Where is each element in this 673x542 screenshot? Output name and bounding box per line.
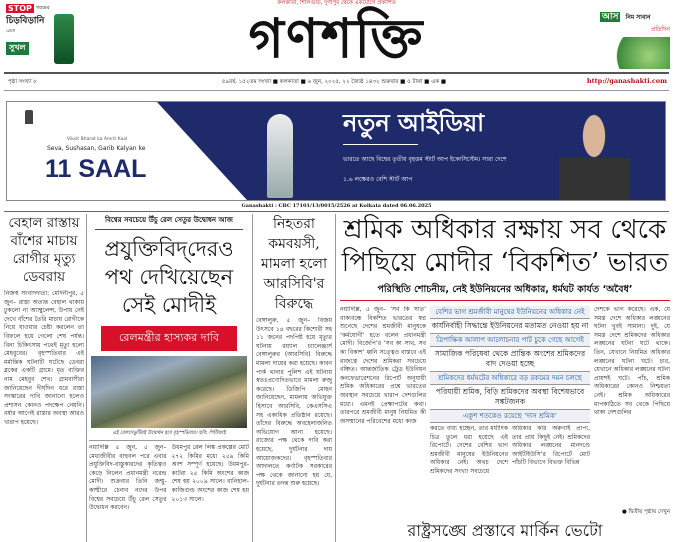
pull-quote-list	[430, 306, 590, 423]
highlight-box: বেশির ভাগ শ্রমজীবী মানুষের ইউনিয়নের অধিকার নেই	[430, 306, 590, 319]
ad-caption: Ganashakti : CBC 17101/13/0015/2526 at Kolkata dated 06.06.2025	[241, 203, 432, 209]
story-body: করতে বাধ্য হচ্ছেন, তার মর্যাদিক চিত্র তুলে ধরা হয়েছে এই রিপোর্টে। দেশের বেশির ভাগ শ্রমজীবী মানুষের ইউনিয়নের অধিকার নেই। অথচ দেশে শ্রমিকদের সংখ্যা সবচেয়ে	[430, 425, 508, 475]
story-col3	[256, 214, 332, 542]
strap: রেলমন্ত্রীর হাস্যকর দাবি	[101, 326, 237, 351]
photo-caption: এই রেলসেতুটিরই উদ্বোধন হবে বৃহস্পতিবার। ছবি: পিটিআই	[89, 430, 249, 441]
highlight-box: ত্রিপাক্ষিক আলাপ আলোচনার পাট চুকে গেছে আগেই	[430, 334, 590, 347]
ad-text: রোধে	[6, 28, 15, 33]
pull-quote: কার্যনির্বাহী সিদ্ধান্তে ইউনিয়নের মতামত নেওয়া হয় না	[430, 319, 590, 334]
column-rule	[335, 214, 336, 542]
ad-text: Seva, Sushasan, Garib Kalyan ke	[47, 145, 146, 152]
ad-divider	[343, 144, 418, 145]
tagline: কলকাতা, শিলিগুড়ি, দুর্গাপুর থেকে একযোগে প্রকাশিত	[277, 0, 396, 6]
ad-text: গরমের	[35, 4, 50, 11]
news-photo	[91, 356, 247, 428]
story-body: নয়াদিল্লি, ৫ জুন– ‘সব কি সাত’ বাক্যবন্ধে বিকশিত ভারতের স্বপ্ন শুনেছে দেশের শ্রমজীবী মানুষকে ‘কর্মযোগী’ হতে বলেন প্রধানমন্ত্রী মোদী। বিজেপি’র ‘সব কা সাথ, সব কা বিকাশ’ ধ্বনি সত্ত্বেও বাস্তবে এই রাজত্বে দেশের শ্রমিকরা সবচেয়ে বঞ্চিত। আন্তর্জাতিক ট্রেড ইউনিয়ন কনফেডারেশনের রিপোর্ট অনুযায়ী শ্রমিক অধিকারের প্রশ্নে ভারতের অবস্থান সবচেয়ে খারাপ দেশগুলির মধ্যে। এমনই প্রেক্ষাপটের কথা। তারপরে শ্রমজীবী মানুষ নিয়মিত কী অসম্মানের পরিবেশের মধ্যে কাজ	[340, 306, 426, 425]
page-count: পৃষ্ঠা সংখ্যা ৮	[8, 79, 37, 85]
ad-text: ভারতে আছে বিশ্বের তৃতীয় বৃহত্তম স্টার্ট আপ ইকোসিস্টেম। সারা দেশে	[343, 156, 507, 163]
story-body: দেশকে ভাগ করেছে। এক, যে সমস্ত দেশে অধিকার লঙ্ঘনের ঘটনা খুবই সামান্য। দুই, যে সমস্ত দেশে শ্রমিকদের অধিকার লঙ্ঘনের ঘটনা ঘটে থাকে। তিন, যেখানে নিয়মিত অধিকার লঙ্ঘনের ঘটনা ঘটে। চার, যেখানে অধিকার লঙ্ঘনের ঘটনা প্রায়শই ঘটে। পাঁচ, শ্রমিক অধিকারের কোনও নিশ্চয়তা নেই। শ্রমিক অধিকারের মাপকাঠিতে সব থেকে পিছিয়ে থাকা দেশগুলির	[594, 306, 670, 417]
ad-text: নিম সাবান	[625, 14, 651, 21]
masthead-logo: গণশক্তি	[248, 6, 425, 70]
story-body: বেঙ্গালুরু, ৫ জুন– বিজয় উৎসবে ১৪ বছরের কিশোরী সহ ১১ জনের পদপিষ্ট হয়ে মৃত্যুর ঘটনায় রয়্যাল চ্যালেঞ্জার্স বেঙ্গালুরুর (আরসিবি) বিরুদ্ধে মামলা দায়ের করা হয়েছে। কাবন পার্ক থানার পুলিশ এই ঘটনায় স্বতঃপ্রণোদিতভাবে মামলা রুজু করেছে। ডিজিপি মোহন জানিয়েছেন, মামলায় অভিযুক্ত হিসাবে আরসিবি, কেএসসিএ সহ একাধিক প্রতিষ্ঠান রয়েছে। তাঁদের বিরুদ্ধে অবহেলাজনিত অভিযোগ আনা হয়েছে। রাজ্যের পক্ষ থেকে দাবি করা হয়েছে, দুর্ঘটনার দায় আয়োজকদের। বৃহস্পতিবার আদালতে কর্ণাটক সরকারের পক্ষ থেকে জানানো হয় যে, দুর্ঘটনার তদন্ত শুরু হয়েছে।	[256, 317, 332, 488]
ad-text: ১.৬ লক্ষেরও বেশি স্টার্ট আপ	[343, 176, 413, 183]
ad-brand: সুখল	[6, 42, 29, 55]
continued-link[interactable]: ● দ্বিতীয় পৃষ্ঠায় দেখুন	[622, 509, 670, 515]
left-ad[interactable]	[6, 4, 78, 66]
column-rule	[252, 214, 253, 542]
story-col1	[4, 214, 84, 542]
ad-text: প্রতিদিন	[650, 26, 670, 33]
divider	[4, 211, 669, 212]
issue-info: ৫৯বর্ষ, ১৫২তম সংখ্যা ■ কলকাতা ■ ৬ জুন, ২০২৫, ২২ জ্যৈষ্ঠ ১৪৩২ শুক্রবার ■ ৫ টাকা ■ এক ■	[221, 79, 447, 85]
headline[interactable]: নিহতরা কমবয়সী, মামলা হলো আরসিবি'র বিরুদ্ধে	[260, 216, 328, 312]
lead-story	[340, 214, 670, 542]
right-ad[interactable]	[600, 4, 670, 66]
pull-quote: পরিযায়ী শ্রমিক, বিড়ি শ্রমিকদের অবস্থা বিশেষভাবে সঙ্কটজনক	[430, 385, 590, 410]
ad-brand: আস	[602, 12, 619, 22]
column-rule	[86, 214, 87, 542]
pull-quote: সামাজিক পরিষেবা থেকে প্রান্তিক অংশের শ্রমিকদের বাদ দেওয়া হচ্ছে	[430, 347, 590, 372]
bottom-headline[interactable]: রাষ্ট্রসঙ্ঘে প্রস্তাবে মার্কিন ভেটো	[407, 521, 603, 540]
story-body: নয়াদিল্লি ৫ জুন, ৫ জুন– মেধাজীবীর বাহুবল পরে এবার প্রযুক্তিবিদ-বাস্তুকারদের কৃতিত্বও কেড়ে নিলেন প্রধানমন্ত্রী নরেন্দ্র মোদী। শুক্রবার তিনি জম্মু-কাশ্মীরে চেনাব নদের উপর বিশ্বের সবচেয়ে উঁচু রেল সেতুর উদ্বোধন করবেন।	[89, 444, 167, 512]
highlight-box: শ্রমিকদের ধর্মঘটের অধিকারে বড় রকমের দমন চলছে	[430, 372, 590, 385]
story-body: উধমপুর রেল লিঙ্ক প্রকল্পের মোট ২৭২ কিমির মধ্যে ২৫৯ কিমি অংশ সম্পূর্ণ হয়েছে। উধমপুর-কাটরা ২৫ কিমি অংশের কাজ শেষ হয় ২০০৯ সালে। বানিহাল-কাজিগুন্ড অংশের কাজ শেষ হয় ২০১৩ সালে।	[171, 444, 249, 503]
keyhole-graphic	[267, 114, 293, 198]
headline[interactable]: প্রযুক্তিবিদ্‌দেরও পথ দেখিয়েছেন সেই মোদীই	[104, 237, 234, 317]
lead-headline[interactable]: শ্রমিক অধিকার রক্ষায় সব থেকে পিছিয়ে মোদীর ‘বিকশিত’ ভারত	[341, 215, 669, 278]
ad-text: চিড়বিড়ানি	[6, 16, 45, 26]
ad-title: নতুন আইডিয়া	[343, 109, 485, 137]
story-col2	[89, 214, 249, 542]
emblem-icon	[25, 110, 33, 124]
banner-ad[interactable]	[6, 101, 666, 201]
website-link[interactable]: http://ganashakti.com	[586, 77, 667, 85]
info-bar	[4, 72, 669, 91]
portrait-image	[559, 114, 629, 201]
lead-subhead: পরিস্থিতি শোচনীয়, নেই ইউনিয়নের অধিকার, ধর্মঘট কার্যত ‘অবৈধ’	[340, 284, 670, 301]
story-body: নিজস্ব সংবাদদাতা: মেদিনীপুর, ৫ জুন– রাস্তা অত্যন্ত বেহাল থাকায় ঢুকলো না অ্যাম্বুলেন্স, উপায় নেই দেখে বাঁশের তৈরি মাচায় রোগীকে নিয়ে যাওয়ার চেষ্টা করলেন তা বিফলে হয়ে গেলো শেষ পর্যন্ত। বিনা চিকিৎসায় পথেই মৃত্যু হলো মেহবুবের। বৃহস্পতিবার এই মর্মান্তিক ঘটনাটি ঘটেছে ডেবরা ব্লকের একটি গ্রামে। মৃত ব্যক্তির নাম মেহবুব শেখ। গ্রামবাসীরা জানিয়েছেন দীর্ঘদিন ধরে রাস্তা সংস্কারের দাবি জানানো হলেও প্রশাসন কোনও পদক্ষেপ নেয়নি। বর্ষার আগেই রাস্তার অবস্থা আরও খারাপ হয়েছে।	[4, 290, 84, 426]
ad-big-text: 11 SAAL	[45, 155, 147, 183]
product-image	[54, 14, 74, 64]
story-body: অধিকার করি অরুণাই প্রাপ্য, তার প্রায় কিছুই নেই। শ্রমিকদের অধিকার লঙ্ঘনের মানদণ্ডে আইটিইউসি’র রিপোর্টে মোট পাঁচটি বিভাগে বিভক্ত বিভিন্ন	[512, 425, 590, 467]
stop-label: STOP	[8, 4, 32, 13]
soap-image	[600, 37, 670, 69]
kicker: বিশ্বের সবচেয়ে উঁচু রেল সেতুর উদ্বোধন আজ	[95, 214, 243, 230]
ad-text: Viksit Bharat ka Amrit Kaal	[67, 137, 128, 142]
headline[interactable]: বেহাল রাস্তায় বাঁশের মাচায় রোগীর মৃত্যু ডেবরায়	[8, 215, 80, 285]
highlight-box: একুশ শতকেও রয়েছে ‘দাস শ্রমিক’	[430, 410, 590, 423]
